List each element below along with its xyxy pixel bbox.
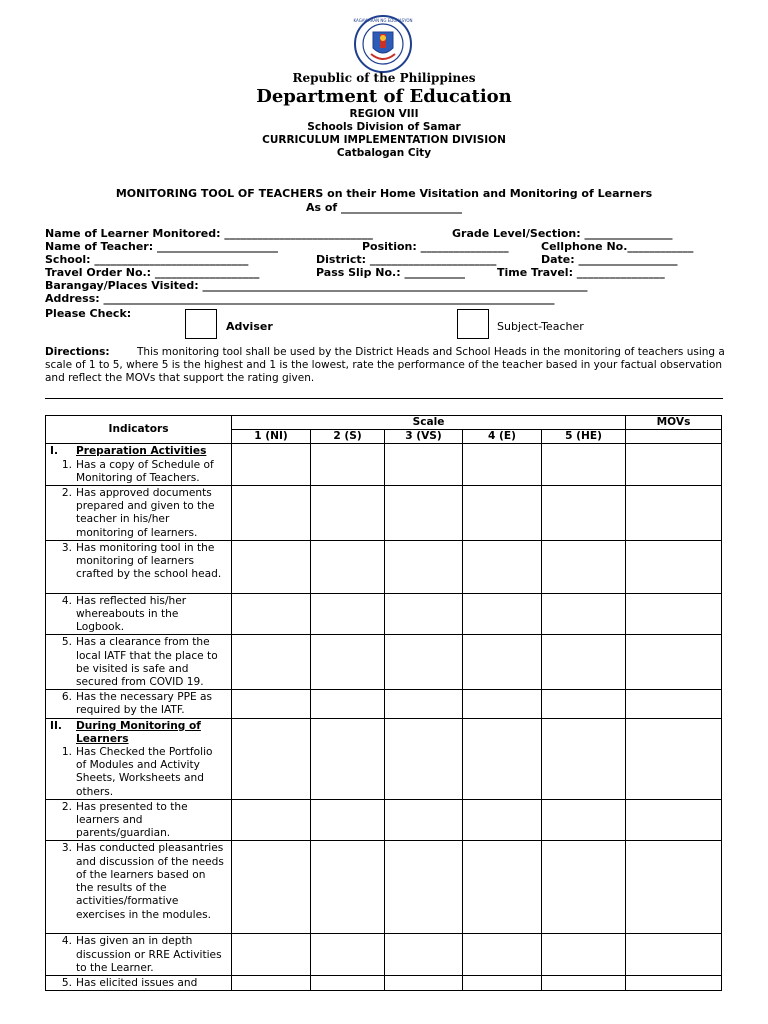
scale-cell[interactable]: [232, 799, 311, 841]
scale-cell[interactable]: [542, 934, 626, 976]
scale-cell[interactable]: [232, 486, 311, 541]
learner-name-field[interactable]: Name of Learner Monitored: ___________________________: [45, 227, 373, 240]
scale-cell[interactable]: [463, 540, 542, 593]
movs-cell[interactable]: [626, 486, 722, 541]
scale-cell[interactable]: [385, 486, 463, 541]
cellphone-field[interactable]: Cellphone No.____________: [541, 240, 694, 253]
scale-cell[interactable]: [542, 540, 626, 593]
scale-cell[interactable]: [385, 444, 463, 486]
scale-cell[interactable]: [463, 841, 542, 934]
scale-cell[interactable]: [232, 934, 311, 976]
adviser-label: Adviser: [226, 320, 273, 333]
please-check-label: Please Check:: [45, 307, 132, 320]
indicators-header: Indicators: [46, 416, 232, 444]
indicator-cell: I. Preparation Activities 1. Has a copy of Schedule of Monitoring of Teachers.: [46, 444, 232, 486]
table-row: [46, 635, 722, 690]
movs-cell[interactable]: [626, 934, 722, 976]
indicator-cell: 2. Has approved documents prepared and given to the teacher in his/her monitoring of learners.: [46, 486, 232, 541]
movs-cell[interactable]: [626, 976, 722, 991]
movs-cell[interactable]: [626, 718, 722, 799]
scale-cell[interactable]: [463, 976, 542, 991]
scale-cell[interactable]: [311, 444, 385, 486]
scale-cell[interactable]: [385, 540, 463, 593]
scale-cell[interactable]: [385, 718, 463, 799]
scale-cell[interactable]: [542, 718, 626, 799]
school-field[interactable]: School: ____________________________: [45, 253, 249, 266]
movs-cell[interactable]: [626, 635, 722, 690]
scale-cell[interactable]: [463, 444, 542, 486]
monitoring-table: [45, 415, 722, 991]
table-row: [46, 976, 722, 991]
scale-cell[interactable]: [542, 444, 626, 486]
section-heading: I. Preparation Activities: [50, 445, 207, 458]
scale-cell[interactable]: [542, 593, 626, 635]
scale-cell[interactable]: [232, 690, 311, 718]
scale-cell[interactable]: [463, 799, 542, 841]
indicator-cell: II. During Monitoring of Learners 1. Has Checked the Portfolio of Modules and Activity Sheets, Worksheets and others.: [46, 718, 232, 799]
scale-cell[interactable]: [542, 635, 626, 690]
scale-cell[interactable]: [463, 690, 542, 718]
travel-order-field[interactable]: Travel Order No.: ___________________: [45, 266, 260, 279]
scale-cell[interactable]: [311, 841, 385, 934]
scale-cell[interactable]: [542, 690, 626, 718]
indicator-cell: 4. Has reflected his/her whereabouts in the Logbook.: [46, 593, 232, 635]
scale-cell[interactable]: [385, 841, 463, 934]
scale-cell[interactable]: [311, 799, 385, 841]
directions-text: This monitoring tool shall be used by the District Heads and School Heads in the monitoring of teachers using a scale of 1 to 5, where 5 is the highest and 1 is the lowest, rate the performance of the teacher based in your factual observation and reflect the MOVs that support the rating given.: [45, 346, 725, 384]
scale-cell[interactable]: [232, 718, 311, 799]
scale-cell[interactable]: [232, 635, 311, 690]
scale-cell[interactable]: [463, 635, 542, 690]
table-row: [46, 718, 722, 799]
time-travel-field[interactable]: Time Travel: ________________: [497, 266, 665, 279]
teacher-name-field[interactable]: Name of Teacher: ______________________: [45, 240, 278, 253]
movs-subheader: [626, 430, 722, 444]
indicator-cell: 6. Has the necessary PPE as required by the IATF.: [46, 690, 232, 718]
scale-cell[interactable]: [311, 593, 385, 635]
scale-col-5: 5 (HE): [542, 430, 626, 444]
scale-cell[interactable]: [542, 486, 626, 541]
indicator-cell: 5. Has elicited issues and: [46, 976, 232, 991]
scale-cell[interactable]: [232, 444, 311, 486]
scale-cell[interactable]: [311, 718, 385, 799]
department-title: Department of Education: [256, 86, 512, 107]
indicator-cell: 2. Has presented to the learners and parents/guardian.: [46, 799, 232, 841]
table-row: [46, 486, 722, 541]
table-row: [46, 540, 722, 593]
pass-slip-field[interactable]: Pass Slip No.: ___________: [316, 266, 465, 279]
movs-cell[interactable]: [626, 593, 722, 635]
scale-col-1: 1 (NI): [232, 430, 311, 444]
table-row: [46, 593, 722, 635]
scale-cell[interactable]: [385, 593, 463, 635]
scale-cell[interactable]: [385, 635, 463, 690]
table-row: [46, 444, 722, 486]
movs-cell[interactable]: [626, 841, 722, 934]
scale-cell[interactable]: [542, 841, 626, 934]
barangay-field[interactable]: Barangay/Places Visited: ______________________________________________________________________: [45, 279, 588, 292]
scale-cell[interactable]: [542, 799, 626, 841]
scale-cell[interactable]: [232, 540, 311, 593]
position-field[interactable]: Position: ________________: [362, 240, 509, 253]
movs-cell[interactable]: [626, 540, 722, 593]
indicator-cell: 3. Has monitoring tool in the monitoring of learners crafted by the school head.: [46, 540, 232, 593]
movs-cell[interactable]: [626, 444, 722, 486]
scale-col-3: 3 (VS): [385, 430, 463, 444]
scale-cell[interactable]: [385, 799, 463, 841]
subject-teacher-checkbox[interactable]: [457, 309, 489, 339]
republic-label: Republic of the Philippines: [292, 71, 476, 85]
scale-col-2: 2 (S): [311, 430, 385, 444]
scale-cell[interactable]: [311, 934, 385, 976]
division-label: Schools Division of Samar: [307, 121, 461, 133]
scale-cell[interactable]: [232, 593, 311, 635]
table-row: [46, 934, 722, 976]
scale-cell[interactable]: [232, 976, 311, 991]
scale-cell[interactable]: [311, 690, 385, 718]
movs-cell[interactable]: [626, 690, 722, 718]
table-row: [46, 799, 722, 841]
section-heading: II. During Monitoring of Learners: [50, 719, 201, 745]
scale-cell[interactable]: [232, 841, 311, 934]
scale-cell[interactable]: [311, 540, 385, 593]
table-row: [46, 690, 722, 718]
scale-cell[interactable]: [311, 486, 385, 541]
table-row: [46, 841, 722, 934]
movs-cell[interactable]: [626, 799, 722, 841]
subject-teacher-label: Subject-Teacher: [497, 320, 584, 333]
indicator-cell: 3. Has conducted pleasantries and discussion of the needs of the learners based on the results of the activities/formative exercises in the modules.: [46, 841, 232, 934]
scale-header: Scale: [232, 416, 626, 430]
scale-cell[interactable]: [463, 486, 542, 541]
city-label: Catbalogan City: [336, 147, 432, 159]
movs-header: MOVs: [626, 416, 722, 430]
adviser-checkbox[interactable]: [185, 309, 217, 339]
scale-cell[interactable]: [385, 976, 463, 991]
scale-col-4: 4 (E): [463, 430, 542, 444]
scale-cell[interactable]: [463, 934, 542, 976]
scale-cell[interactable]: [542, 976, 626, 991]
seal-lettering: KAGAWARAN NG EDUKASYON: [353, 18, 413, 23]
divider-line: [45, 398, 723, 399]
deped-seal-logo: [343, 14, 423, 74]
address-field[interactable]: Address: __________________________________________________________________________________: [45, 292, 555, 305]
indicator-cell: 5. Has a clearance from the local IATF that the place to be visited is safe and secured from COVID 19.: [46, 635, 232, 690]
date-field[interactable]: Date: __________________: [541, 253, 678, 266]
directions-block: [45, 346, 725, 385]
form-title: MONITORING TOOL OF TEACHERS on their Home Visitation and Monitoring of Learners: [115, 187, 653, 200]
scale-cell[interactable]: [311, 976, 385, 991]
scale-cell[interactable]: [463, 593, 542, 635]
scale-cell[interactable]: [311, 635, 385, 690]
scale-cell[interactable]: [385, 934, 463, 976]
as-of-line: As of ______________________: [305, 201, 463, 214]
region-label: REGION VIII: [349, 108, 419, 120]
grade-section-field[interactable]: Grade Level/Section: ________________: [452, 227, 673, 240]
scale-cell[interactable]: [385, 690, 463, 718]
cid-label: CURRICULUM IMPLEMENTATION DIVISION: [262, 134, 506, 146]
scale-cell[interactable]: [463, 718, 542, 799]
district-field[interactable]: District: _______________________: [316, 253, 497, 266]
indicator-cell: 4. Has given an in depth discussion or RRE Activities to the Learner.: [46, 934, 232, 976]
directions-label: Directions:: [45, 346, 110, 358]
